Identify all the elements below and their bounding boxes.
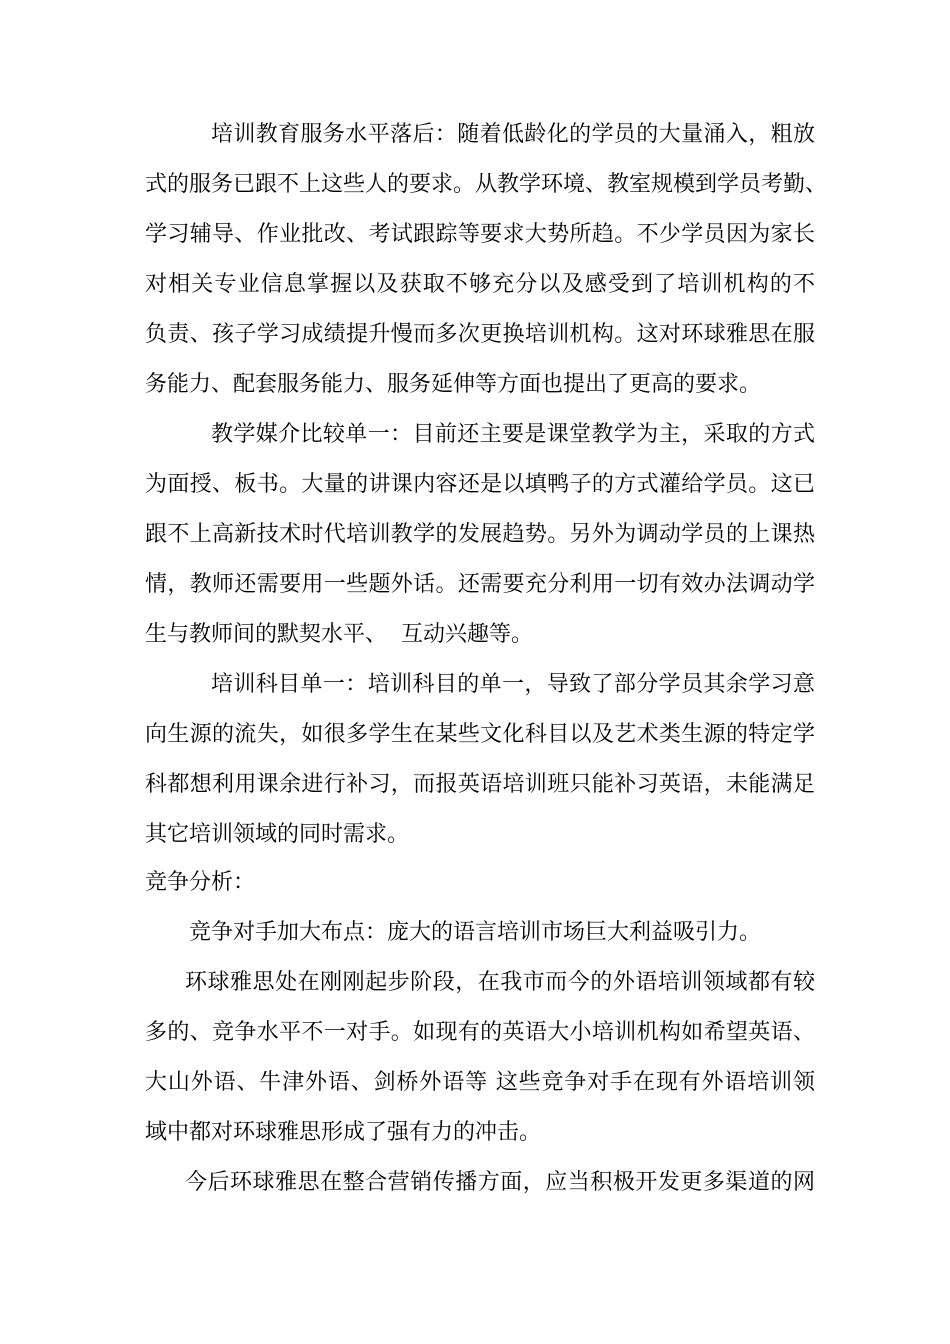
section-heading: 竞争分析：	[145, 870, 256, 895]
text-line: 大山外语、牛津外语、剑桥外语等 这些竞争对手在现有外语培训领	[145, 1070, 815, 1095]
text-line: 跟不上高新技术时代培训教学的发展趋势。另外为调动学员的上课热	[145, 522, 815, 547]
text-line: 域中都对环球雅思形成了强有力的冲击。	[145, 1120, 542, 1145]
text-line: 对相关专业信息掌握以及获取不够充分以及感受到了培训机构的不	[145, 272, 815, 297]
text-line: 生与教师间的默契水平、 互动兴趣等。	[145, 622, 533, 647]
text-line: 负责、孩子学习成绩提升慢而多次更换培训机构。这对环球雅思在服	[145, 322, 815, 347]
text-line: 竞争对手加大布点：庞大的语言培训市场巨大利益吸引力。	[189, 920, 762, 945]
text-line: 培训科目单一：培训科目的单一，导致了部分学员其余学习意	[211, 672, 815, 697]
text-line: 向生源的流失，如很多学生在某些文化科目以及艺术类生源的特定学	[145, 722, 815, 747]
text-line: 式的服务已跟不上这些人的要求。从教学环境、教室规模到学员考勤、	[145, 172, 828, 197]
text-line: 多的、竞争水平不一对手。如现有的英语大小培训机构如希望英语、	[145, 1020, 815, 1045]
text-line: 培训教育服务水平落后：随着低龄化的学员的大量涌入，粗放	[211, 122, 815, 147]
text-line: 其它培训领域的同时需求。	[145, 822, 410, 847]
text-line: 为面授、板书。大量的讲课内容还是以填鸭子的方式灌给学员。这已	[145, 472, 815, 497]
text-line: 科都想利用课余进行补习，而报英语培训班只能补习英语，未能满足	[145, 772, 815, 797]
text-line: 教学媒介比较单一：目前还主要是课堂教学为主，采取的方式	[211, 422, 815, 447]
text-line: 务能力、配套服务能力、服务延伸等方面也提出了更高的要求。	[145, 372, 762, 397]
text-line: 情，教师还需要用一些题外话。还需要充分利用一切有效办法调动学	[145, 572, 815, 597]
text-line: 学习辅导、作业批改、考试跟踪等要求大势所趋。不少学员因为家长	[145, 222, 815, 247]
text-line: 环球雅思处在刚刚起步阶段，在我市而今的外语培训领域都有较	[185, 970, 815, 995]
text-line: 今后环球雅思在整合营销传播方面，应当积极开发更多渠道的网	[185, 1170, 815, 1195]
